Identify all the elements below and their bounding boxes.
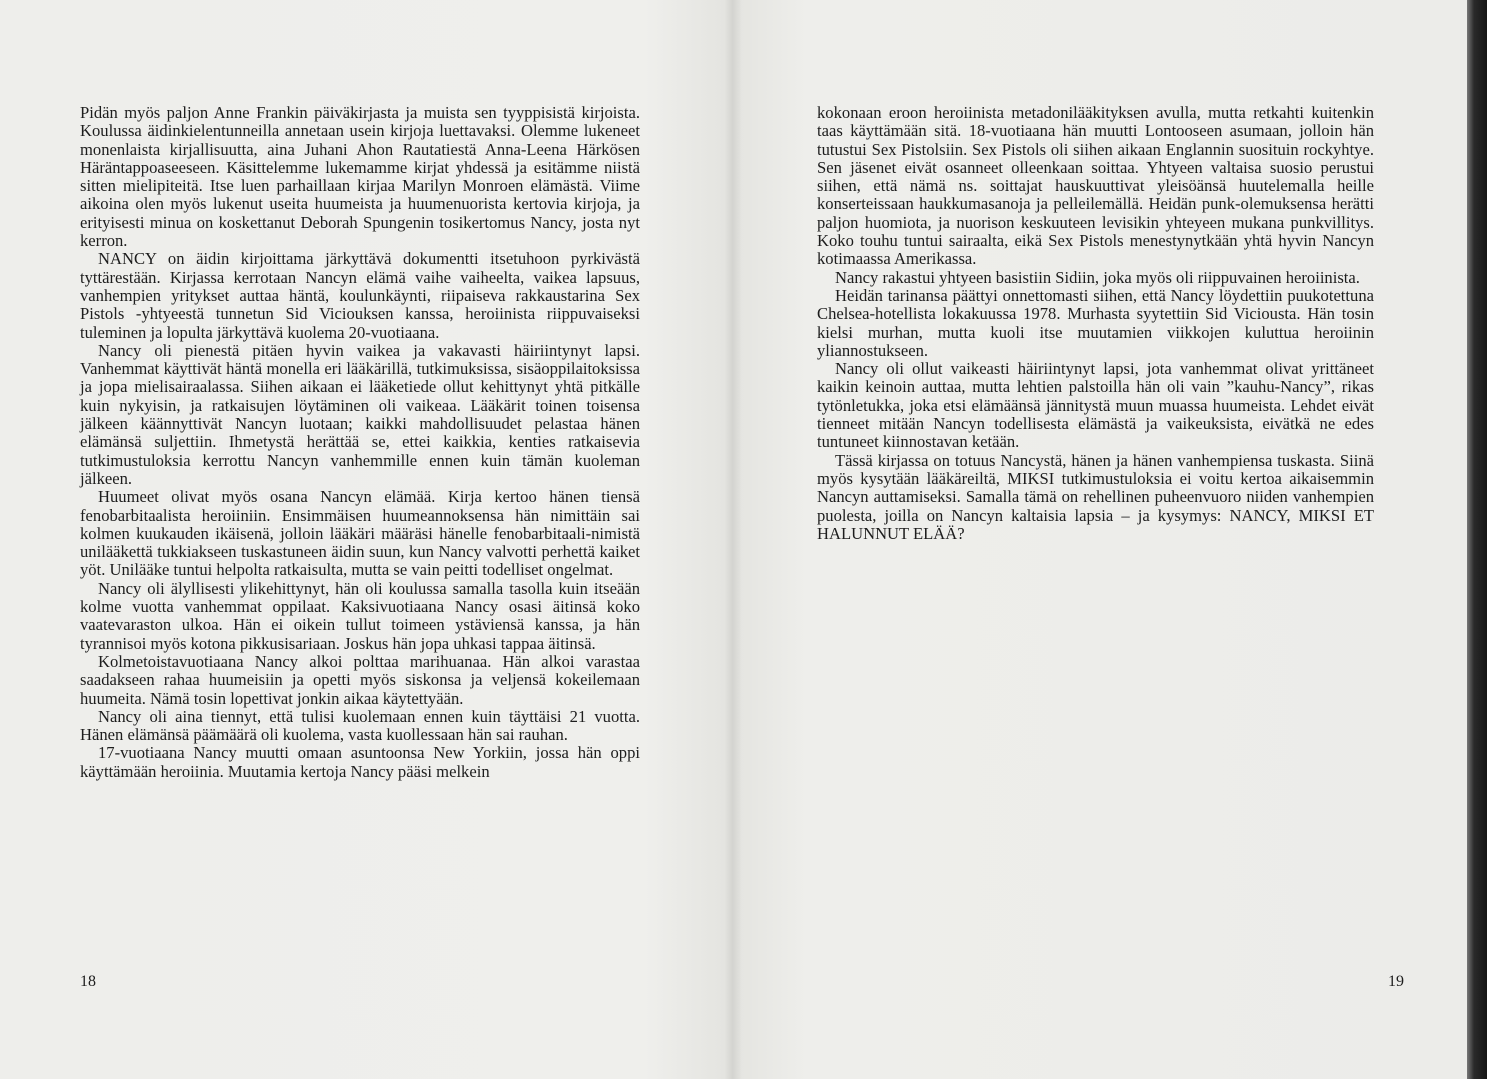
paragraph: Nancy oli älyllisesti ylikehittynyt, hän oli koulussa samalla tasolla kuin itseään kolme vuotta vanhemmat oppilaat. Kaksivuotiaana Nancy osasi äitinsä koko vaatevaraston ulkoa. Hän ei oikein tullut toimeen ystäviensä kanssa, ja hän tyrannisoi myös kotona pikkusisariaan. Joskus hän jopa uhkasi tappaa äitinsä. <box>80 578 640 653</box>
paragraph: Tässä kirjassa on totuus Nancystä, hänen ja hänen vanhempiensa tuskasta. Siinä myös kysytään lääkäreiltä, MIKSI tutkimustuloksia ei voitu kertoa aikaisemmin Nancyn auttamiseksi. Samalla tämä on rehellinen puheenvuoro niiden vanhempien puolesta, joilla on Nancyn kaltaisia lapsia – ja kysymys: NANCY, MIKSI ET HALUNNUT ELÄÄ? <box>817 450 1374 543</box>
page-number-right: 19 <box>1388 973 1404 990</box>
paragraph: Kolmetoistavuotiaana Nancy alkoi polttaa marihuanaa. Hän alkoi varastaa saadakseen rahaa huumeisiin ja opetti myös siskonsa ja veljensä kokeilemaan huumeita. Nämä tosin lopettivat jonkin aikaa käytettyään. <box>80 651 640 708</box>
paragraph: kokonaan eroon heroiinista metadonilääkityksen avulla, mutta retkahti kuitenkin taas käyttämään sitä. 18-vuotiaana hän muutti Lontooseen asumaan, jolloin hän tutustui Sex Pistolsiin. Sex Pistols oli siihen aikaan Englannin suosituin rockyhtye. Sen jäsenet eivät osanneet olleenkaan soittaa. Yhtyeen valtaisa suosio perustui siihen, että nämä ns. soittajat hauskuuttivat yleisöänsä huutelemalla heille konserteissaan haukkumasanoja ja pelleilemällä. Heidän punk-olemuksensa herätti paljon huomiota, ja nuorison keskuuteen levisikin yhteyeen mukana punkvillitys. Koko touhu tuntui sairaalta, eikä Sex Pistols menestynytkään yhtä hyvin Nancyn kotimaassa Amerikassa. <box>817 103 1374 269</box>
paragraph: Nancy oli ollut vaikeasti häiriintynyt lapsi, jota vanhemmat olivat yrittäneet kaikin keinoin auttaa, mutta lehtien palstoilla hän oli vain ”kauhu-Nancy”, rikas tytönletukka, joka etsi elämäänsä jännitystä muun muassa huumeista. Lehdet eivät tienneet mitään Nancyn todellisesta elämästä ja vaikeuksista, eivätkä ne edes tuntuneet kiinnostavan ketään. <box>817 359 1374 452</box>
paragraph: Heidän tarinansa päättyi onnettomasti siihen, että Nancy löydettiin puukotettuna Chelsea-hotellista lokakuussa 1978. Murhasta syytettiin Sid Viciousta. Hän tosin kielsi murhan, mutta kuoli itse muutamien viikkojen kuluttua heroiinin yliannostukseen. <box>817 285 1374 360</box>
page-number-left: 18 <box>80 973 96 990</box>
scanner-edge <box>1467 0 1487 1079</box>
book-gutter <box>724 0 742 1079</box>
right-page <box>733 0 1467 1079</box>
paragraph: Huumeet olivat myös osana Nancyn elämää. Kirja kertoo hänen tiensä fenobarbitaalista heroiiniin. Ensimmäisen huumeannoksensa hän nimittäin sai kolmen kuukauden ikäisenä, jolloin lääkäri määräsi hänelle fenobarbitaali-nimistä unilääkettä tukkiakseen tuskastuneen äidin suun, kun Nancy valvotti perhettä kaiket yöt. Unilääke tuntui helpolta ratkaisulta, mutta se vain peitti todelliset ongelmat. <box>80 487 640 580</box>
left-page-text <box>80 104 640 781</box>
paragraph: Pidän myös paljon Anne Frankin päiväkirjasta ja muista sen tyyppisistä kirjoista. Koulussa äidinkielentunneilla annetaan usein kirjoja luettavaksi. Olemme lukeneet monenlaista kirjallisuutta, aina Juhani Ahon Rautatiestä Anna-Leena Härkösen Häräntappoaseeseen. Käsittelemme lukemamme kirjat yhdessä ja esitämme niistä sitten mielipiteitä. Itse luen parhaillaan kirjaa Marilyn Monroen elämästä. Viime aikoina olen myös lukenut useita huumeista ja huumenuorista kertovia kirjoja, ja erityisesti minua on koskettanut Deborah Spungenin tosikertomus Nancy, josta nyt kerron. <box>80 103 640 251</box>
paragraph: Nancy oli pienestä pitäen hyvin vaikea ja vakavasti häiriintynyt lapsi. Vanhemmat käyttivät häntä monella eri lääkärillä, tutkimuksissa, sisäoppilaitoksissa ja jopa mielisairaalassa. Siihen aikaan ei lääketiede ollut kehittynyt yhtä pitkälle kuin nykyisin, ja ratkaisujen löytäminen oli vaikeaa. Lääkärit toinen toisensa jälkeen käännyttivät Nancyn luotaan; kaikki mahdollisuudet pelastaa hänen elämänsä suljettiin. Ihmetystä herättää se, ettei kaikkia, kenties ratkaisevia tutkimustuloksia kerrottu Nancyn vanhemmille ennen kuin tämän kuoleman jälkeen. <box>80 340 640 488</box>
paragraph: Nancy oli aina tiennyt, että tulisi kuolemaan ennen kuin täyttäisi 21 vuotta. Hänen elämänsä päämäärä oli kuolema, vasta kuollessaan hän sai rauhan. <box>80 706 640 745</box>
paragraph: Nancy rakastui yhtyeen basistiin Sidiin, joka myös oli riippuvainen heroiinista. <box>835 267 1360 287</box>
paragraph: NANCY on äidin kirjoittama järkyttävä dokumentti itsetuhoon pyrkivästä tyttärestään. Kirjassa kerrotaan Nancyn elämä vaihe vaiheelta, vaikea lapsuus, vanhempien yritykset auttaa häntä, koulunkäynti, riipaiseva rakkaustarina Sex Pistols -yhtyeestä tunnetun Sid Viciouksen kanssa, heroiinista riippuvaiseksi tuleminen ja lopulta järkyttävä kuolema 20-vuotiaana. <box>80 249 640 342</box>
right-page-text <box>817 104 1374 543</box>
paragraph: 17-vuotiaana Nancy muutti omaan asuntoonsa New Yorkiin, jossa hän oppi käyttämään heroiinia. Muutamia kertoja Nancy pääsi melkein <box>80 743 640 781</box>
left-page <box>0 0 733 1079</box>
